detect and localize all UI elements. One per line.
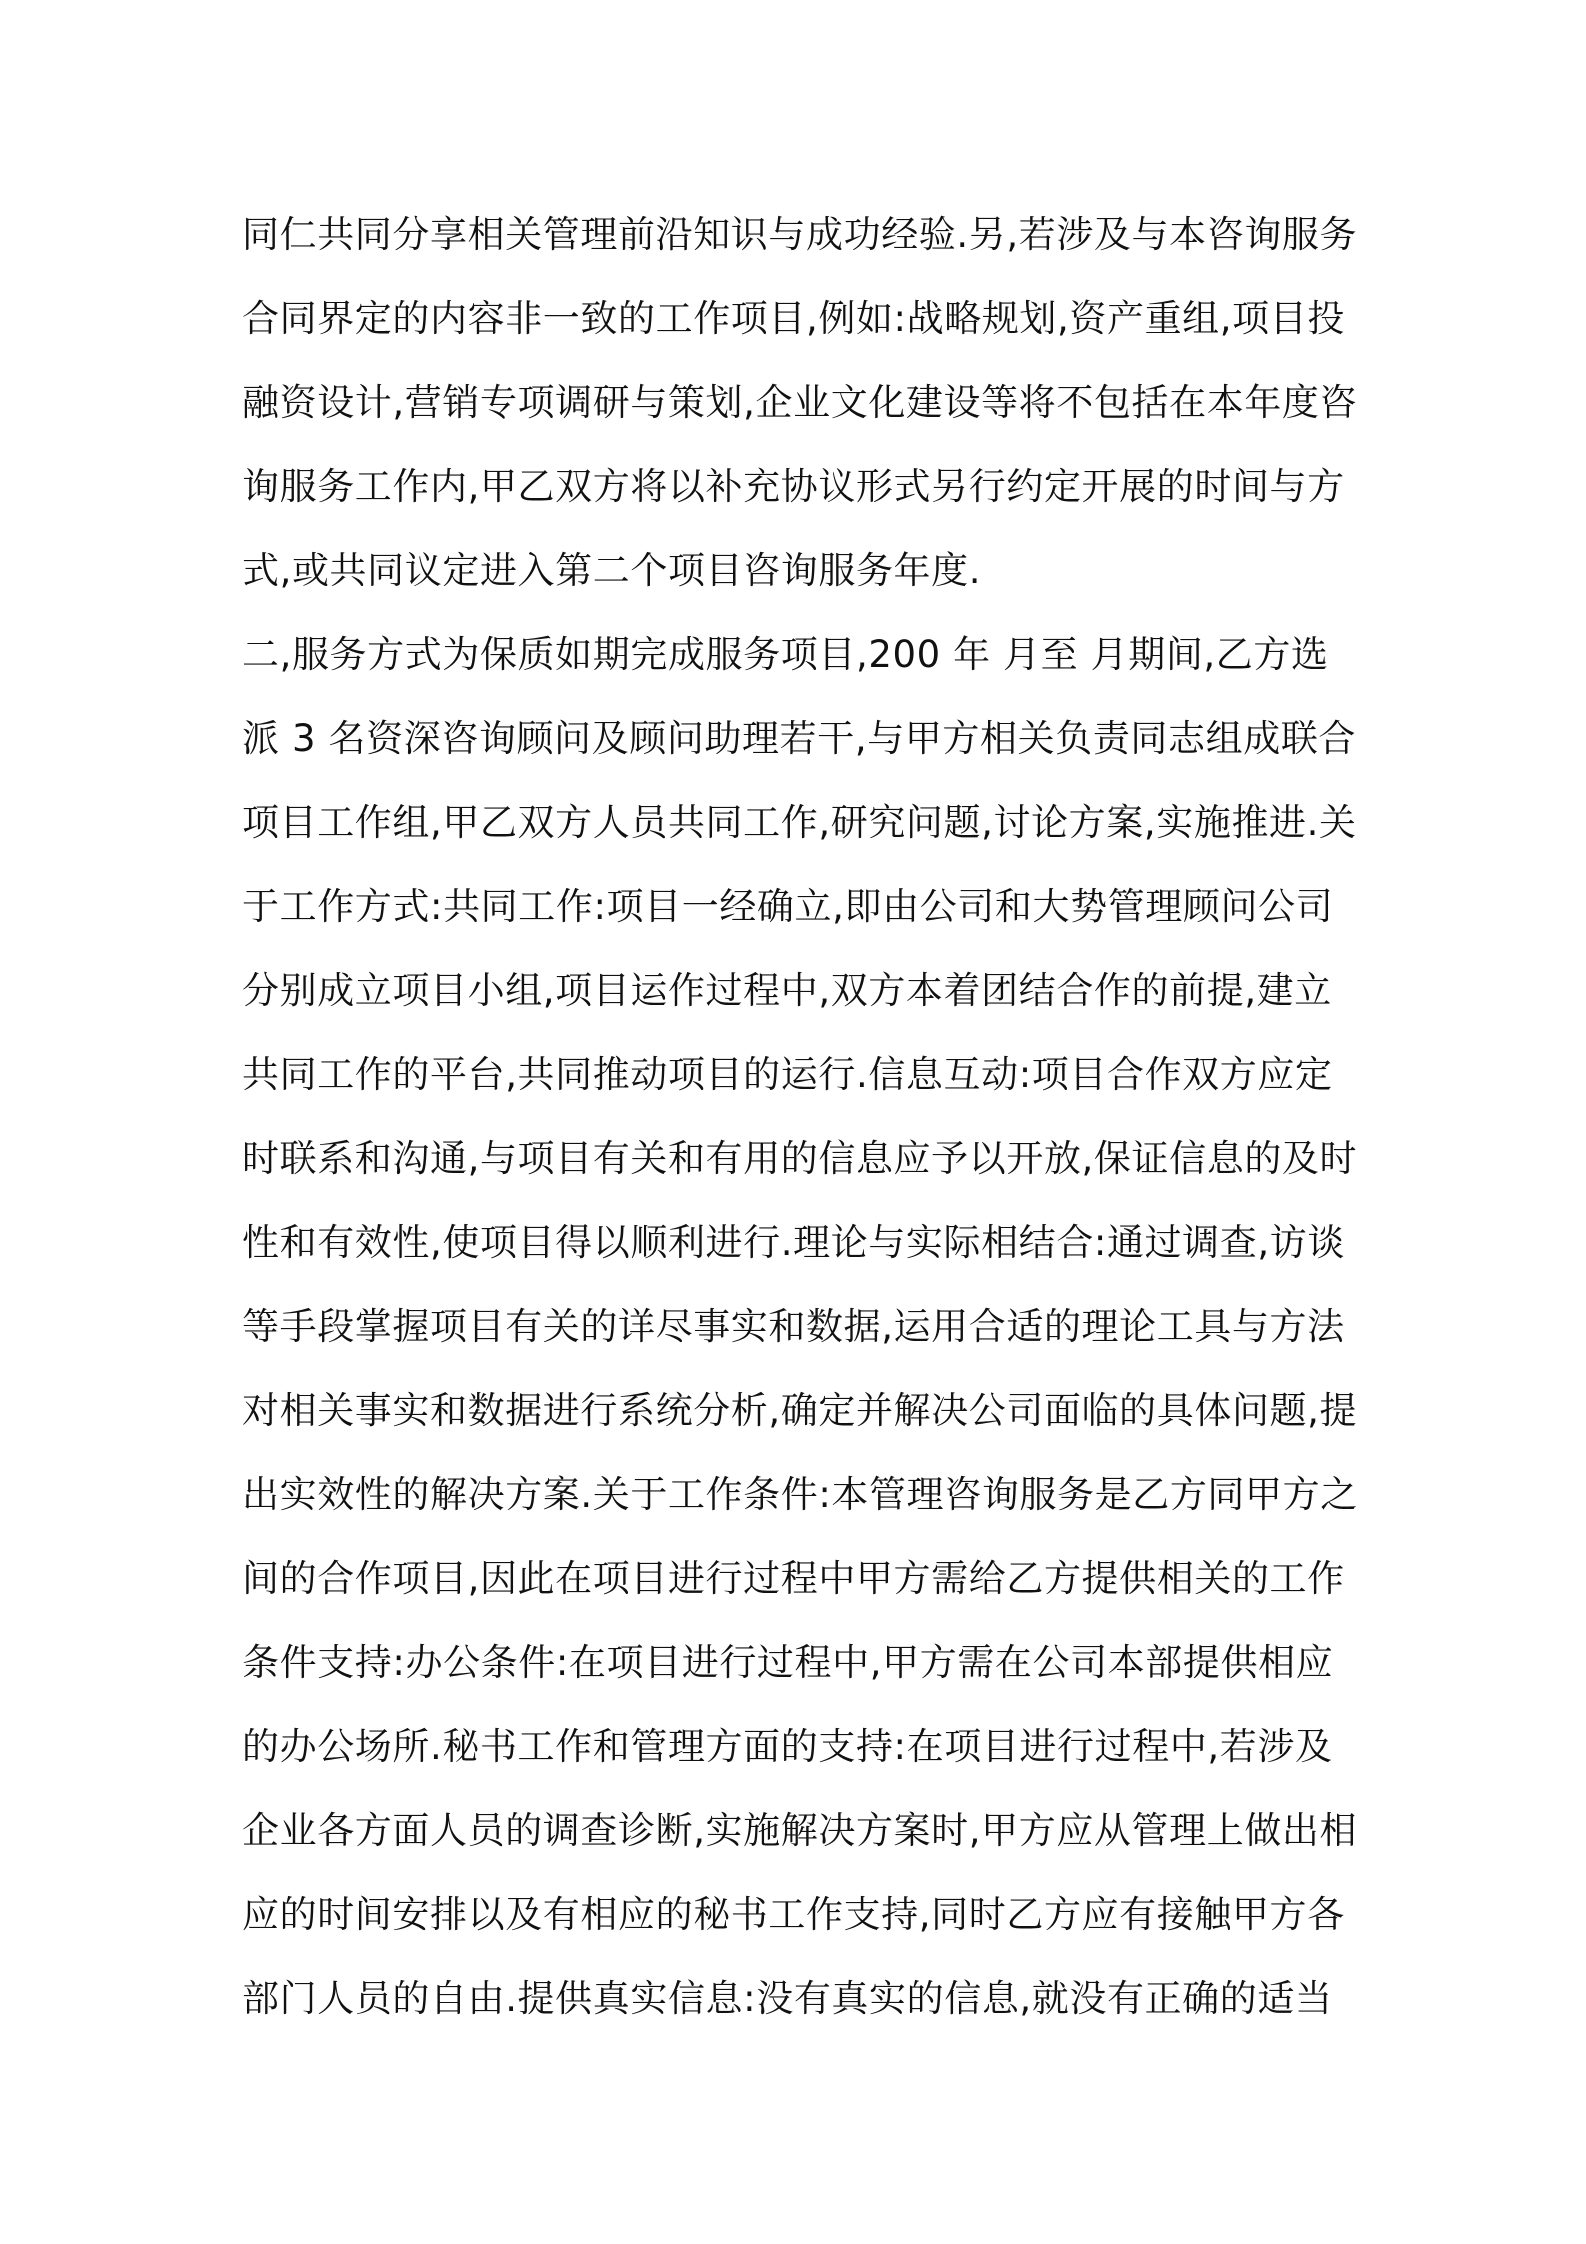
text-line: 式,或共同议定进入第二个项目咨询服务年度. (242, 549, 982, 592)
text-line: 的办公场所.秘书工作和管理方面的支持:在项目进行过程中,若涉及 (242, 1725, 1333, 1768)
text-line: 项目工作组,甲乙双方人员共同工作,研究问题,讨论方案,实施推进.关 (242, 801, 1357, 844)
body-text (242, 193, 1362, 2041)
text-line: 融资设计,营销专项调研与策划,企业文化建设等将不包括在本年度咨 (242, 381, 1358, 424)
text-line: 分别成立项目小组,项目运作过程中,双方本着团结合作的前提,建立 (242, 969, 1332, 1012)
text-line: 条件支持:办公条件:在项目进行过程中,甲方需在公司本部提供相应 (242, 1641, 1334, 1684)
text-line: 时联系和沟通,与项目有关和有用的信息应予以开放,保证信息的及时 (242, 1137, 1358, 1180)
text-line: 于工作方式:共同工作:项目一经确立,即由公司和大势管理顾问公司 (242, 885, 1334, 928)
text-line: 派 3 名资深咨询顾问及顾问助理若干,与甲方相关负责同志组成联合 (242, 717, 1357, 760)
text-line: 间的合作项目,因此在项目进行过程中甲方需给乙方提供相关的工作 (242, 1557, 1345, 1600)
text-line: 等手段掌握项目有关的详尽事实和数据,运用合适的理论工具与方法 (242, 1305, 1345, 1348)
text-line: 同仁共同分享相关管理前沿知识与成功经验.另,若涉及与本咨询服务 (242, 213, 1358, 256)
text-line: 共同工作的平台,共同推动项目的运行.信息互动:项目合作双方应定 (242, 1053, 1333, 1096)
text-line: 合同界定的内容非一致的工作项目,例如:战略规划,资产重组,项目投 (242, 297, 1345, 340)
text-line: 出实效性的解决方案.关于工作条件:本管理咨询服务是乙方同甲方之 (242, 1473, 1358, 1516)
text-line: 应的时间安排以及有相应的秘书工作支持,同时乙方应有接触甲方各 (242, 1893, 1345, 1936)
text-line: 对相关事实和数据进行系统分析,确定并解决公司面临的具体问题,提 (242, 1389, 1358, 1432)
text-line: 部门人员的自由.提供真实信息:没有真实的信息,就没有正确的适当 (242, 1977, 1333, 2020)
text-line: 企业各方面人员的调查诊断,实施解决方案时,甲方应从管理上做出相 (242, 1809, 1358, 1852)
text-line: 性和有效性,使项目得以顺利进行.理论与实际相结合:通过调查,访谈 (242, 1221, 1345, 1264)
text-line: 询服务工作内,甲乙双方将以补充协议形式另行约定开展的时间与方 (242, 465, 1345, 508)
text-line: 二,服务方式为保质如期完成服务项目,200 年 月至 月期间,乙方选 (242, 633, 1329, 676)
